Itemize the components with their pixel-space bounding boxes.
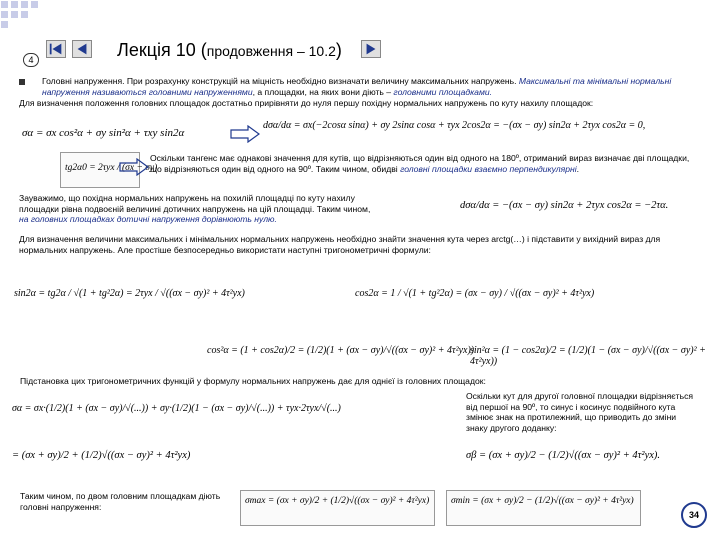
right-arrow-icon xyxy=(230,125,260,143)
paragraph-4 xyxy=(19,193,449,225)
paragraph-3 xyxy=(150,153,690,174)
p1-text: Головні напруження. При розрахунку конструкцій на міцність необхідно визначати величину максимальних напружень. xyxy=(42,76,519,86)
paragraph-5: Для визначення величини максимальних і мінімальних нормальних напружень необхідно знайти значення кута через arctg(…) і підставити у вихідний вираз для нормальних напружень. Але простіше безпосередньо використати наступні тригонометричні формули: xyxy=(19,234,661,255)
grid-square xyxy=(20,10,29,19)
right-arrow-icon-2 xyxy=(119,158,149,176)
sigma-max-formula: σmax = (σx + σy)/2 + (1/2)√((σx − σy)² + 4τ²yx) xyxy=(245,496,430,506)
p1-italic2: головними площадками. xyxy=(393,86,493,97)
p3-italic: головні площадки взаємно перпендикулярні xyxy=(400,163,577,174)
grid-square xyxy=(0,20,9,29)
slide-title xyxy=(117,40,342,61)
p1-mid: , а площадки, на яких вони діють – xyxy=(252,86,394,97)
sigma-min-box xyxy=(446,490,641,526)
paragraph-8: Таким чином, по двом головним площадкам діють головні напруження: xyxy=(20,491,221,512)
paragraph-2: Для визначення положення головних площадок достатньо прирівняти до нуля першу похідну нормальних напружень по куту нахилу площадок: xyxy=(19,98,594,108)
sigma-a-result-formula: = (σx + σy)/2 + (1/2)√((σx − σy)² + 4τ²yx) xyxy=(12,450,191,461)
sigma-b-formula: σβ = (σx + σy)/2 − (1/2)√((σx − σy)² + 4τ²yx). xyxy=(466,450,661,461)
next-slide-button[interactable] xyxy=(361,40,381,58)
sigma-alpha-formula: σα = σx cos²α + σy sin²α + τxy sin2α xyxy=(22,127,185,139)
p3-end: . xyxy=(576,163,580,174)
page-number-badge: 34 xyxy=(681,502,707,528)
bullet-icon xyxy=(19,79,25,85)
cos-squared-formula: cos²α = (1 + cos2α)/2 = (1/2)(1 + (σx − σy)/√((σx − σy)² + 4τ²yx)) xyxy=(207,345,475,356)
prev-slide-button[interactable] xyxy=(46,40,66,58)
grid-square xyxy=(10,0,19,9)
paragraph-7: Оскільки кут для другої головної площадки відрізняється від першої на 90º, то синус і косинус подвійного кута змінює знак на протилежний, що приводить до зміни знаку другого доданку: xyxy=(466,391,694,433)
p4-line2: площадки рівна подвоєній величині дотичних напружень на цій площадці. Таким чином, xyxy=(19,203,371,214)
derivative-formula: dσα/dα = σx(−2cosα sinα) + σy 2sinα cosα + τyx 2cos2α = −(σx − σy) sin2α + 2τyx cos2α = 0, xyxy=(263,120,646,131)
back-arrow-icon xyxy=(73,41,91,57)
next-icon xyxy=(362,41,380,57)
title-close: ) xyxy=(335,40,342,60)
grid-square xyxy=(0,0,9,9)
derivative-short-formula: dσα/dα = −(σx − σy) sin2α + 2τyx cos2α = −2τα. xyxy=(460,200,669,211)
tg2a-formula: tg2α0 = 2τyx / (σx − σy) xyxy=(65,163,158,173)
grid-square xyxy=(10,10,19,19)
grid-square xyxy=(0,10,9,19)
sigma-max-box xyxy=(240,490,435,526)
p3-text: Оскільки тангенс має однакові значення для кутів, що відрізняються один від одного на 180º, отриманий вираз визначає дві площадки, що відрізняються один від одного на 90º. Таким чином, обидві xyxy=(150,153,690,174)
back-button[interactable] xyxy=(72,40,92,58)
p1-italic: Максимальні та мінімальні нормальні напруження називаються головними напруженнями xyxy=(42,76,672,97)
sigma-min-formula: σmin = (σx + σy)/2 − (1/2)√((σx − σy)² + 4τ²yx) xyxy=(451,496,634,506)
p4-line1: Зауважимо, що похідна нормальних напружень на похилій площадці по куту нахилу xyxy=(19,193,355,203)
title-main: Лекція 10 ( xyxy=(117,40,207,60)
paragraph-1 xyxy=(42,76,692,97)
slide-number: 4 xyxy=(23,53,39,67)
p4-italic: на головних площадках дотичні напруження дорівнюють нулю. xyxy=(19,214,277,224)
prev-icon xyxy=(47,41,65,57)
sin-squared-formula: sin²α = (1 − cos2α)/2 = (1/2)(1 − (σx − σy)/√((σx − σy)² + 4τ²yx)) xyxy=(470,345,706,367)
title-sub: продовження – 10.2 xyxy=(206,43,336,59)
sin2a-formula: sin2α = tg2α / √(1 + tg²2α) = 2τyx / √((σx − σy)² + 4τ²yx) xyxy=(14,288,245,299)
decorative-grid xyxy=(0,0,70,40)
grid-square xyxy=(30,0,39,9)
grid-square xyxy=(20,0,29,9)
paragraph-6: Підстановка цих тригонометричних функцій у формулу нормальних напружень дає для однієї із головних площадок: xyxy=(20,376,486,386)
cos2a-formula: cos2α = 1 / √(1 + tg²2α) = (σx − σy) / √((σx − σy)² + 4τ²yx) xyxy=(355,288,595,299)
sigma-a-full-formula: σα = σx·(1/2)(1 + (σx − σy)/√(...)) + σy·(1/2)(1 − (σx − σy)/√(...)) + τyx·2τyx/√(...) xyxy=(12,403,341,414)
